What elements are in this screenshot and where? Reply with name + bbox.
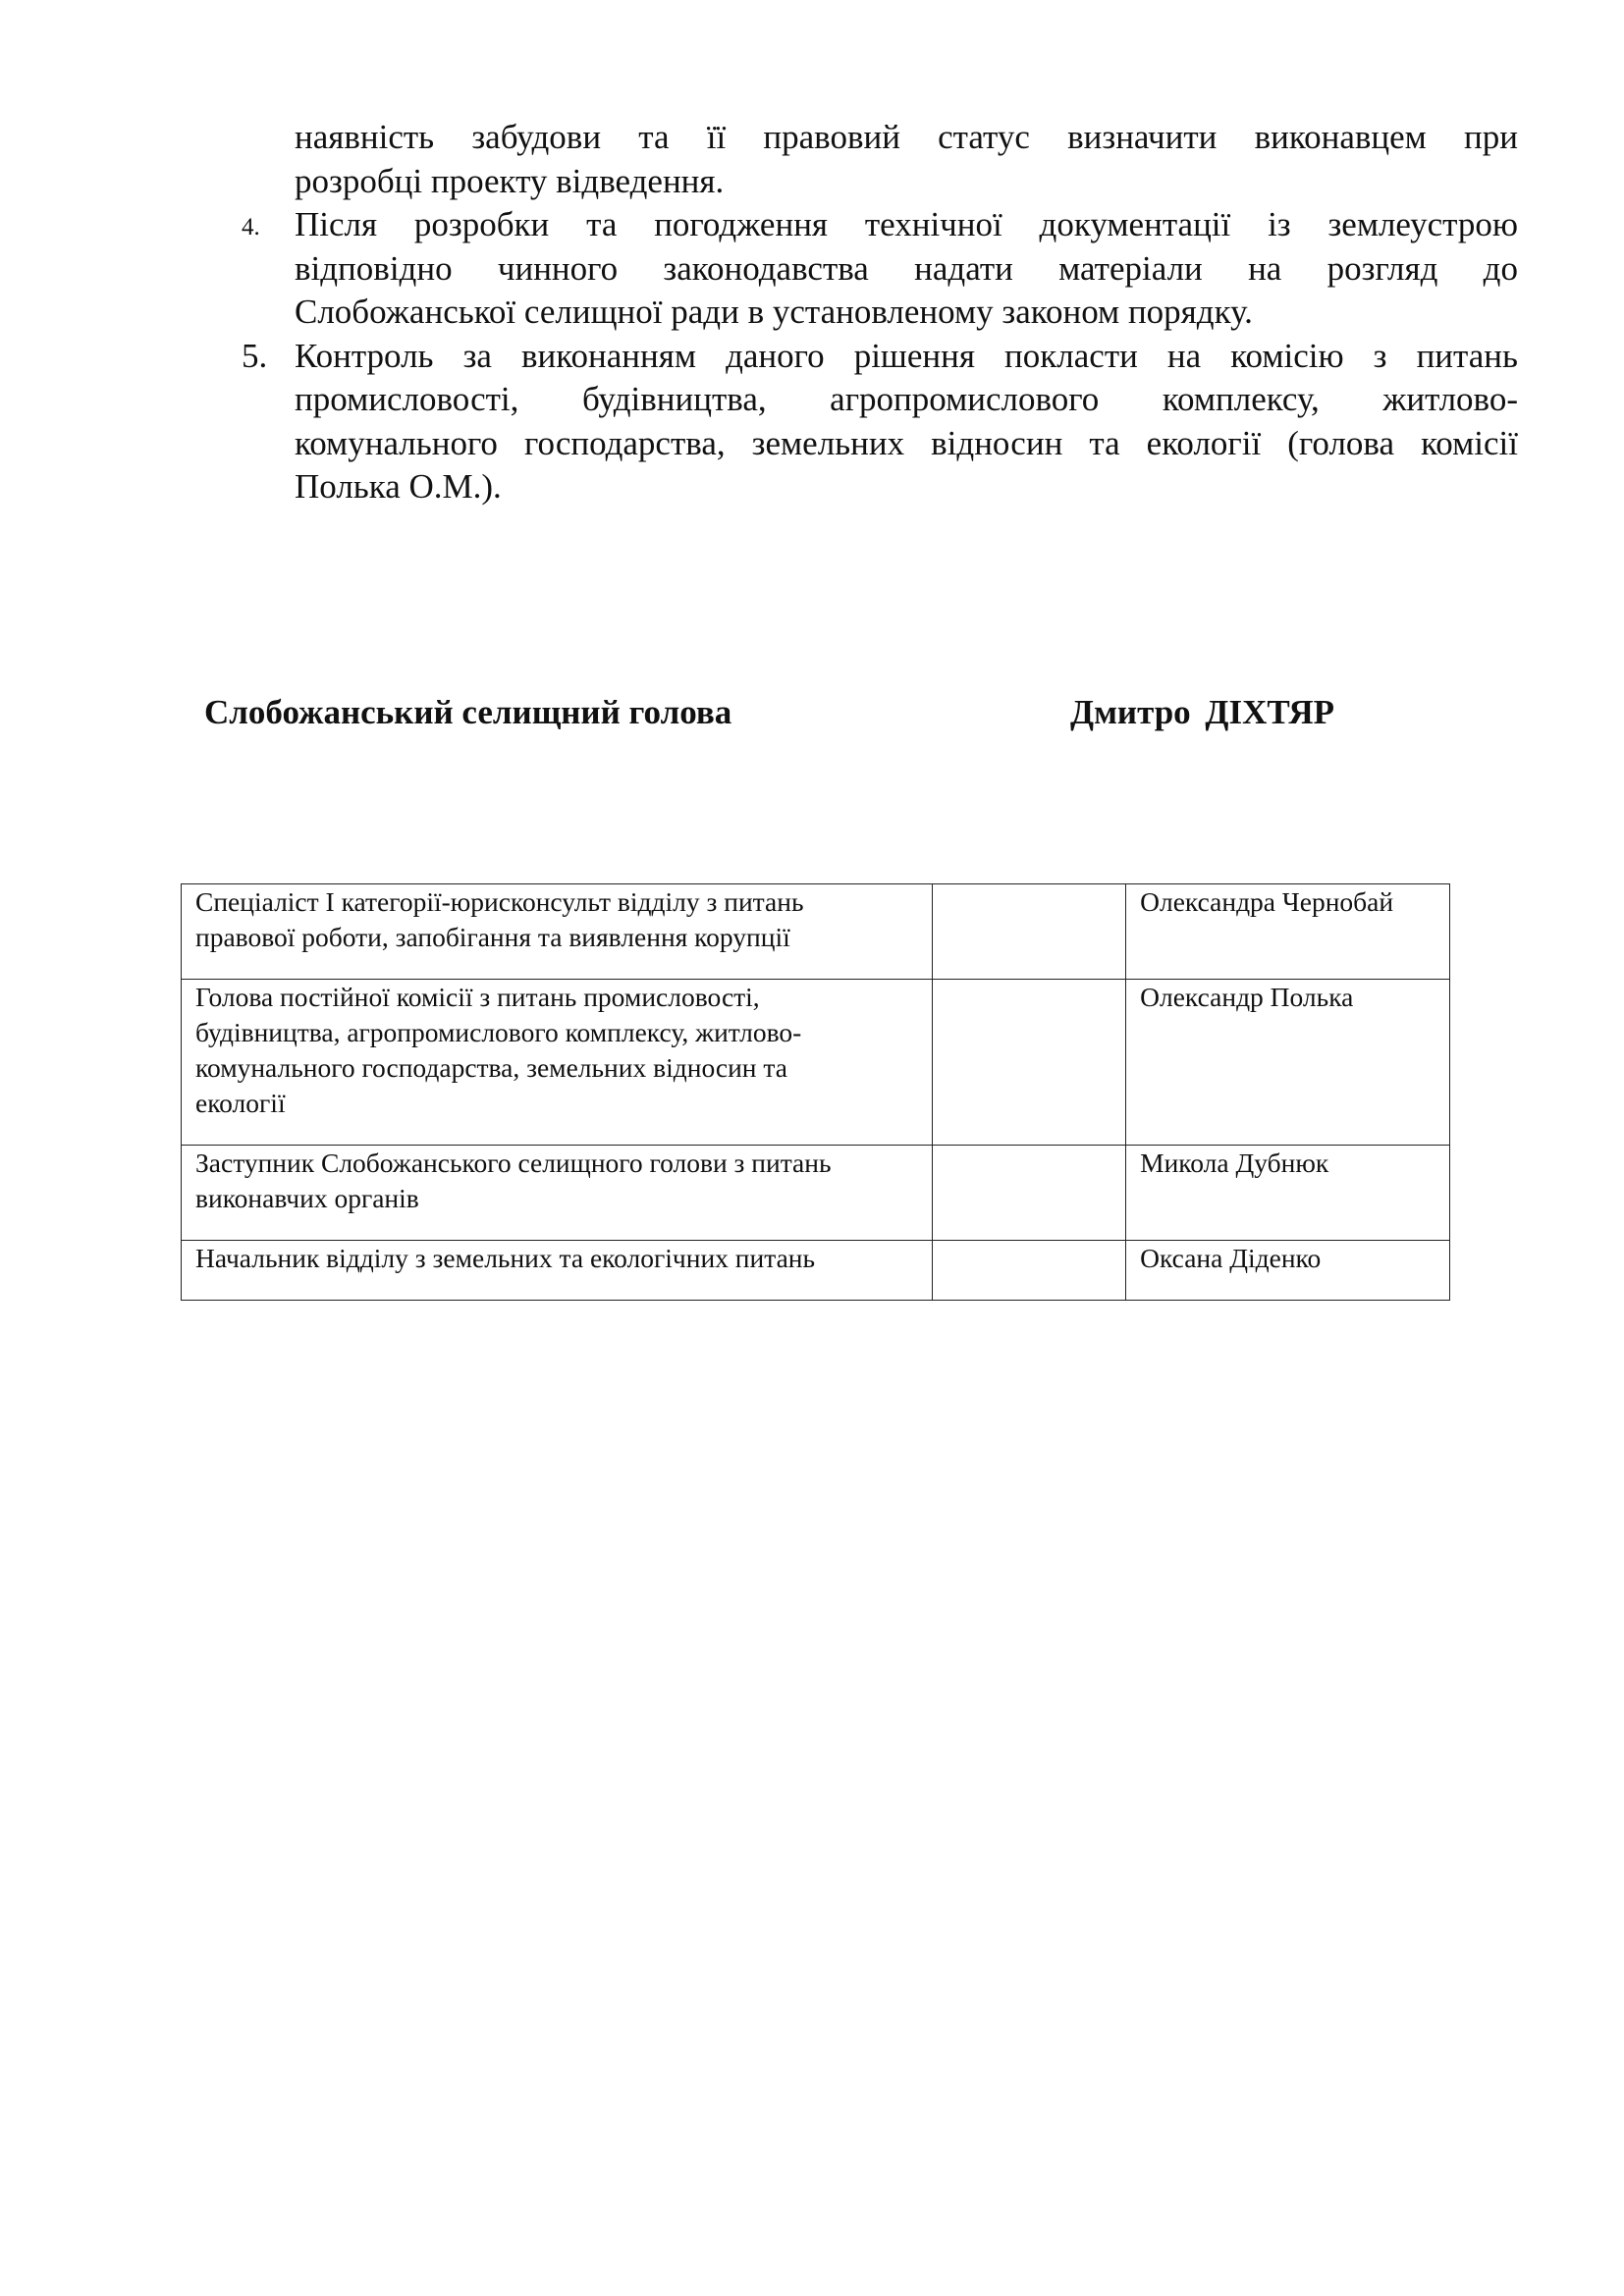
- list-line: Контроль за виконанням даного рішення покласти на комісію з питань: [295, 336, 1518, 375]
- approval-signature-cell: [933, 1241, 1126, 1301]
- table-row: [182, 884, 1450, 980]
- position-line: Голова постійної комісії з питань промисловості,: [195, 982, 760, 1012]
- list-line: відповідно чинного законодавства надати матеріали на розгляд до: [295, 248, 1518, 288]
- table-row: [182, 1146, 1450, 1241]
- approval-position: [182, 1146, 933, 1241]
- position-line: правової роботи, запобігання та виявлення корупції: [195, 922, 790, 952]
- approval-signature-cell: [933, 980, 1126, 1146]
- approval-person: Оксана Діденко: [1126, 1241, 1450, 1301]
- signature-role: Слобожанський селищний голова: [204, 693, 732, 731]
- list-line: розробці проекту відведення.: [295, 161, 725, 200]
- position-line: виконавчих органів: [195, 1183, 419, 1213]
- list-line: Слобожанської селищної ради в установленому законом порядку.: [295, 293, 1253, 331]
- position-line: екології: [195, 1088, 286, 1118]
- signature-name: Дмитро ДІХТЯР: [1070, 693, 1335, 731]
- list-item-4: [230, 203, 1518, 335]
- position-line: Заступник Слобожанського селищного голови з питань: [195, 1148, 832, 1178]
- approval-position: [182, 980, 933, 1146]
- table-row: [182, 1241, 1450, 1301]
- position-line: комунального господарства, земельних відносин та: [195, 1052, 787, 1083]
- decision-list: [230, 116, 1518, 509]
- list-line: Полька О.М.).: [295, 467, 502, 506]
- approvals-table: [181, 883, 1450, 1301]
- approval-person: Микола Дубнюк: [1126, 1146, 1450, 1241]
- position-line: будівництва, агропромислового комплексу, житлово-: [195, 1017, 802, 1047]
- list-line: Після розробки та погодження технічної документації із землеустрою: [295, 205, 1518, 243]
- position-line: Начальник відділу з земельних та екологічних питань: [195, 1243, 816, 1273]
- approval-person: Олександр Полька: [1126, 980, 1450, 1146]
- approval-position: [182, 1241, 933, 1301]
- list-item-continuation: [230, 116, 1518, 203]
- list-line: наявність забудови та її правовий статус визначити виконавцем при: [295, 118, 1518, 156]
- approval-signature-cell: [933, 884, 1126, 980]
- approval-signature-cell: [933, 1146, 1126, 1241]
- position-line: Спеціаліст І категорії-юрисконсульт відділу з питань: [195, 886, 804, 917]
- list-item-number: 5.: [242, 336, 268, 375]
- list-line: промисловості, будівництва, агропромислового комплексу, житлово-: [295, 380, 1518, 418]
- list-item-number: 4.: [242, 214, 260, 240]
- approval-position: [182, 884, 933, 980]
- list-item-5: [230, 335, 1518, 509]
- list-line: комунального господарства, земельних відносин та екології (голова комісії: [295, 423, 1518, 462]
- table-row: [182, 980, 1450, 1146]
- approval-person: Олександра Чернобай: [1126, 884, 1450, 980]
